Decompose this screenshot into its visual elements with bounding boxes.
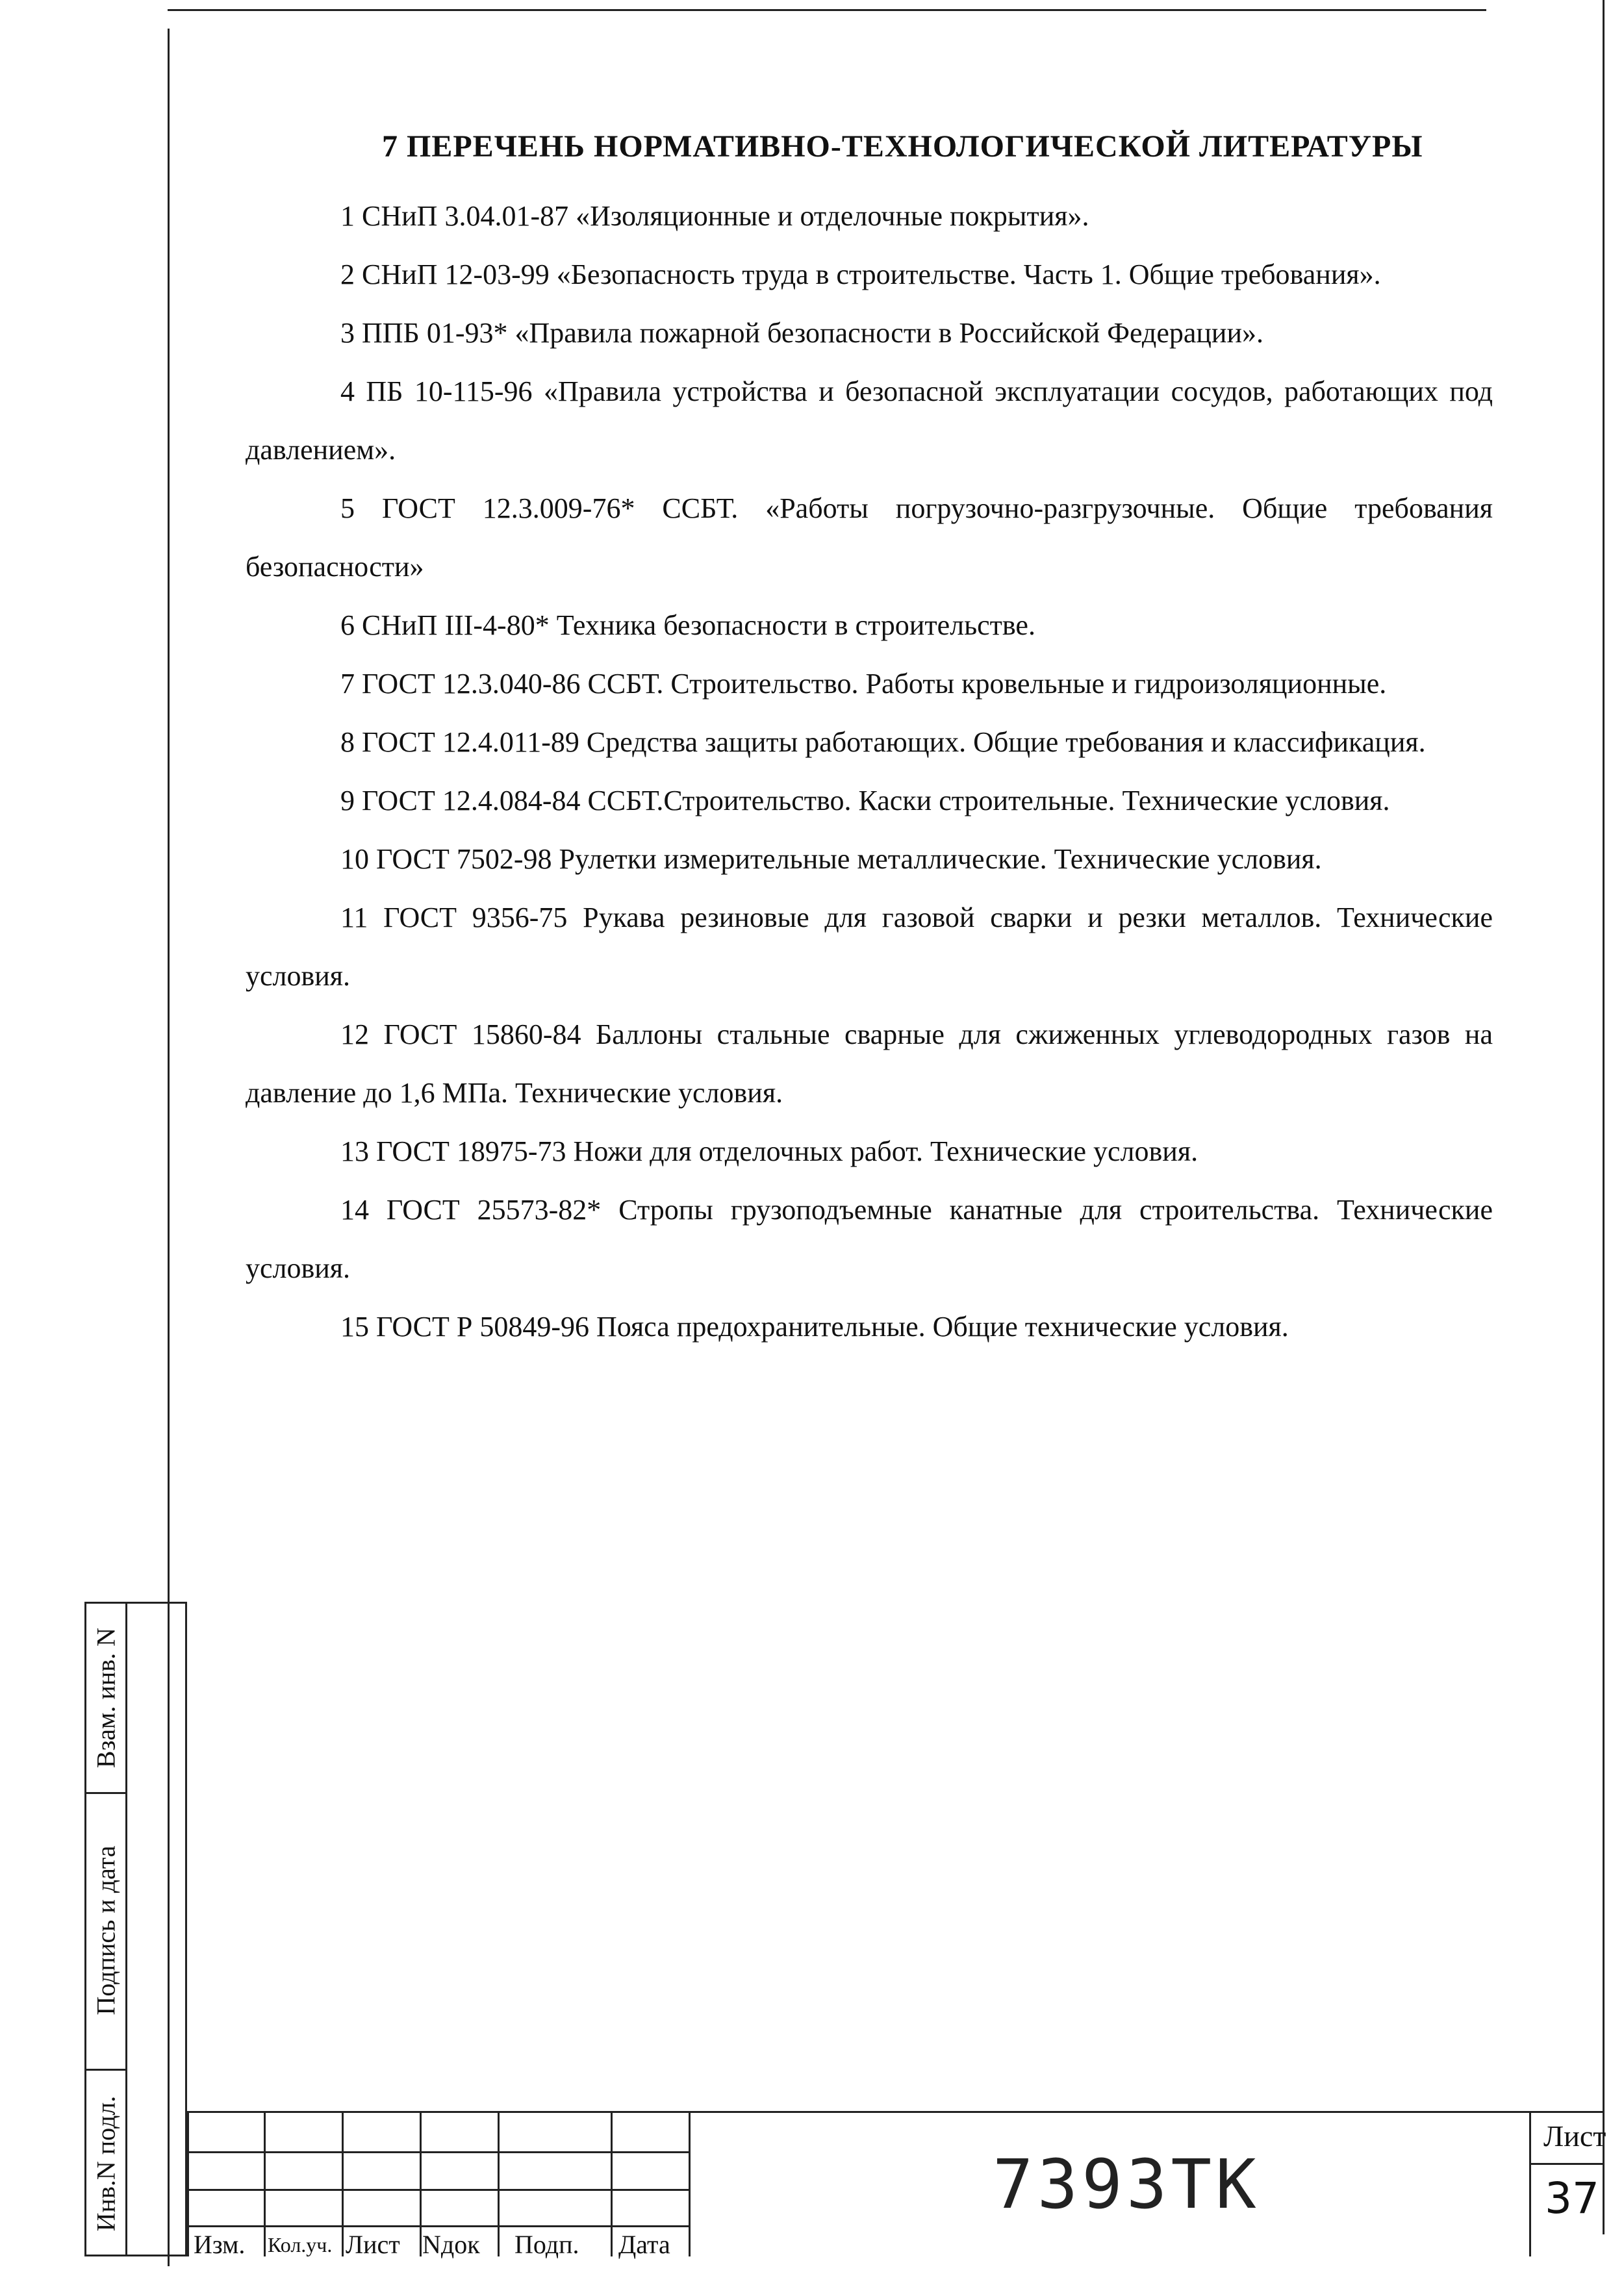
title-block-line [689,2111,691,2256]
col-list-label: Лист [346,2230,400,2259]
list-item: 4 ПБ 10-115-96 «Правила устройства и безопасной эксплуатации сосудов, работающих под давлением». [246,375,1493,466]
inv-original-label: Инв.N подл. [91,2095,121,2232]
title-block-line [187,2225,689,2227]
list-item: 3 ППБ 01-93* «Правила пожарной безопасности в Российской Федерации». [340,317,1264,349]
section-heading: 7 ПЕРЕЧЕНЬ НОРМАТИВНО-ТЕХНОЛОГИЧЕСКОЙ ЛИТЕРАТУРЫ [382,129,1423,164]
frame-top-line [168,9,1486,11]
side-stamp-divider [125,1604,127,2255]
title-block-line [187,2111,189,2256]
title-block-line [611,2111,613,2256]
list-item: 2 СНиП 12-03-99 «Безопасность труда в строительстве. Часть 1. Общие требования». [340,259,1381,290]
list-item: 8 ГОСТ 12.4.011-89 Средства защиты работающих. Общие требования и классификация. [340,726,1426,758]
list-item: 10 ГОСТ 7502-98 Рулетки измерительные металлические. Технические условия. [340,843,1322,875]
list-item: 7 ГОСТ 12.3.040-86 ССБТ. Строительство. Работы кровельные и гидроизоляционные. [340,668,1387,700]
col-data-label: Дата [618,2230,670,2259]
col-ndok-label: Nдок [422,2230,480,2259]
list-item: 11 ГОСТ 9356-75 Рукава резиновые для газовой сварки и резки металлов. Технические условия. [246,902,1493,992]
inv-replacement-label: Взам. инв. N [91,1627,121,1769]
signature-date-label: Подпись и дата [91,1845,121,2015]
side-stamp-row-line [86,1792,127,1794]
title-block-line [342,2111,344,2256]
literature-list [246,187,1493,1356]
title-block-line [1529,2111,1531,2256]
list-item: 14 ГОСТ 25573-82* Стропы грузоподъемные канатные для строительства. Технические условия. [246,1194,1493,1284]
list-item: 15 ГОСТ Р 50849-96 Пояса предохранительные. Общие технические условия. [340,1311,1289,1343]
list-item: 9 ГОСТ 12.4.084-84 ССБТ.Строительство. Каски строительные. Технические условия. [340,785,1390,816]
list-item: 12 ГОСТ 15860-84 Баллоны стальные сварные для сжиженных углеводородных газов на давление до 1,6 МПа. Технические условия. [246,1018,1493,1109]
title-block-line [187,2189,689,2191]
sheet-label: Лист [1543,2119,1606,2153]
col-podp-label: Подп. [514,2230,579,2259]
title-block-line [498,2111,500,2256]
sheet-number: 37 [1545,2173,1599,2223]
list-item: 13 ГОСТ 18975-73 Ножи для отделочных работ. Технические условия. [340,1135,1199,1167]
list-item: 1 СНиП 3.04.01-87 «Изоляционные и отделочные покрытия». [340,200,1089,232]
title-block-line [420,2111,422,2256]
frame-right-line [1603,0,1605,2234]
title-block-line [264,2111,266,2256]
side-stamp-row-line [86,2069,127,2071]
side-stamp [84,1602,187,2256]
list-item: 5 ГОСТ 12.3.009-76* ССБТ. «Работы погрузочно-разгрузочные. Общие требования безопасности» [246,492,1493,583]
title-block-line [187,2151,689,2153]
title-block-line [187,2111,1603,2113]
document-code: 7393ТК [993,2145,1260,2224]
title-block-line [1529,2163,1603,2165]
col-kol-label: Кол.уч. [268,2233,333,2256]
title-block [187,2111,1606,2259]
list-item: 6 СНиП III-4-80* Техника безопасности в строительстве. [340,609,1035,641]
col-izm-label: Изм. [194,2230,246,2259]
